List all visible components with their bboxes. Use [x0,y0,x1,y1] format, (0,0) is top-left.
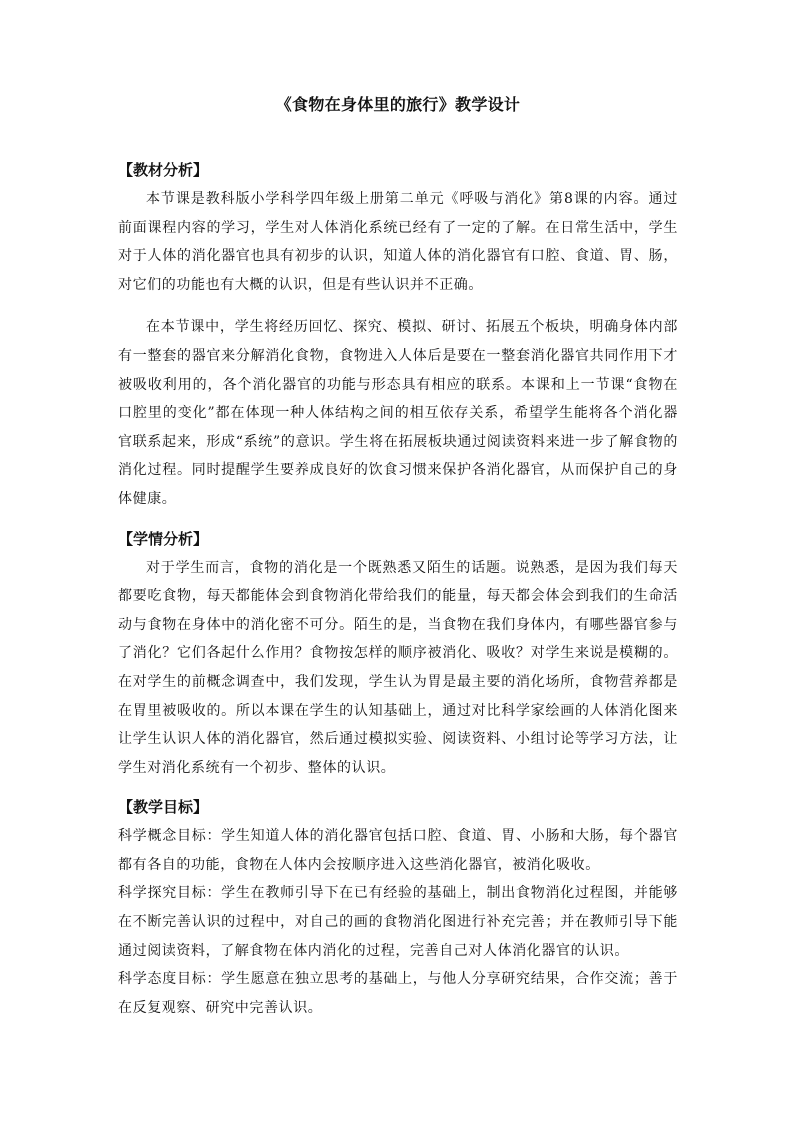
objective-attitude: 科学态度目标：学生愿意在独立思考的基础上，与他人分享研究结果，合作交流；善于在反复观察、研究中完善认识。 [118,971,678,1016]
section-heading-objectives: 【教学目标】 [118,798,209,817]
section-textbook-analysis [118,159,678,514]
students-paragraph-1: 对于学生而言，食物的消化是一个既熟悉又陌生的话题。说熟悉，是因为我们每天都要吃食物，每天都能体会到食物消化带给我们的能量，每天都会体会到我们的生命活动与食物在身体中的消化密不可分。陌生的是，当食物在我们身体内，有哪些器官参与了消化？它们各起什么作用？食物按怎样的顺序被消化、吸收？对学生来说是模糊的。在对学生的前概念调查中，我们发现，学生认为胃是最主要的消化场所，食物营养都是在胃里被吸收的。所以本课在学生的认知基础上，通过对比科学家绘画的人体消化图来让学生认识人体的消化器官，然后通过模拟实验、阅读资料、小组讨论等学习方法，让学生对消化系统有一个初步、整体的认识。 [118,559,678,776]
section-teaching-objectives [118,796,678,1022]
objective-inquiry: 科学探究目标：学生在教师引导下在已有经验的基础上，制出食物消化过程图，并能够在不断完善认识的过程中，对自己的画的食物消化图进行补充完善；并在教师引导下能通过阅读资料，了解食物在体内消化的过程，完善自己对人体消化器官的认识。 [118,885,678,959]
objective-concept: 科学概念目标：学生知道人体的消化器官包括口腔、食道、胃、小肠和大肠，每个器官都有各自的功能，食物在人体内会按顺序进入这些消化器官，被消化吸收。 [118,828,678,873]
section-heading-students: 【学情分析】 [118,529,209,548]
textbook-paragraph-1: 本节课是教科版小学科学四年级上册第二单元《呼吸与消化》第8课的内容。通过前面课程内容的学习，学生对人体消化系统已经有了一定的了解。在日常生活中，学生对于人体的消化器官也具有初步的认识，知道人体的消化器官有口腔、食道、胃、肠，对它们的功能也有大概的认识，但是有些认识并不正确。 [118,191,678,293]
document-title: 《食物在身体里的旅行》教学设计 [275,95,521,114]
section-heading-textbook: 【教材分析】 [118,161,209,179]
section-student-analysis [118,528,678,783]
textbook-paragraph-2: 在本节课中，学生将经历回忆、探究、模拟、研讨、拓展五个板块，明确身体内部有一整套的器官来分解消化食物，食物进入人体后是要在一整套消化器官共同作用下才被吸收利用的，各个消化器官的功能与形态具有相应的联系。本课和上一节课“食物在口腔里的变化”都在体现一种人体结构之间的相互依存关系，希望学生能将各个消化器官联系起来，形成“系统”的意识。学生将在拓展板块通过阅读资料来进一步了解食物的消化过程。同时提醒学生要养成良好的饮食习惯来保护各消化器官，从而保护自己的身体健康。 [118,319,678,507]
document-page [118,92,678,1036]
